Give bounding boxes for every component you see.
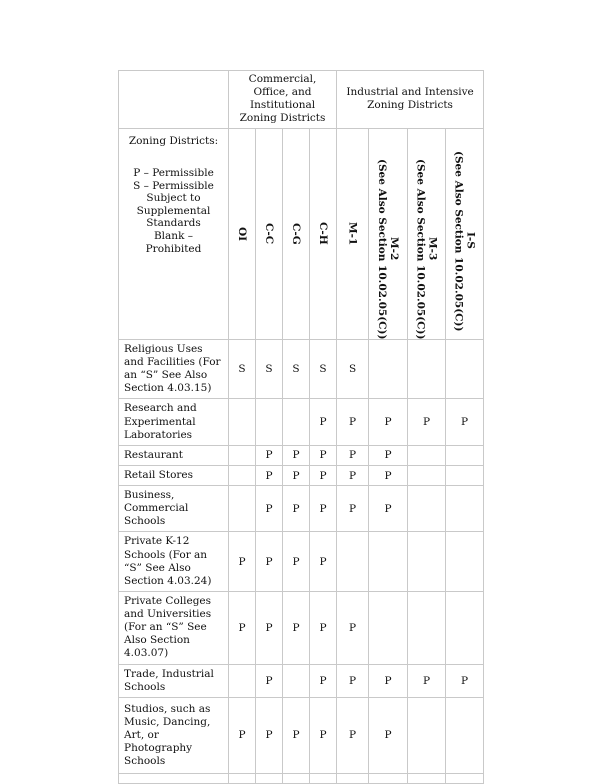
permission-cell: P: [337, 664, 369, 697]
legend-cell: [119, 128, 229, 339]
use-label: Studios, such as Music, Dancing, Art, or Photography Schools: [119, 697, 229, 773]
permission-cell: [408, 697, 446, 773]
empty-cell: [369, 773, 408, 783]
district-header-cg: [283, 128, 310, 339]
district-code: I-S: [464, 232, 477, 250]
permission-cell: P: [283, 465, 310, 485]
empty-cell: [446, 773, 484, 783]
zoning-table: [118, 70, 484, 784]
permission-cell: [229, 486, 256, 532]
permission-cell: P: [337, 486, 369, 532]
permission-cell: [229, 465, 256, 485]
district-label: [414, 159, 438, 339]
permission-cell: [446, 339, 484, 399]
permission-cell: [283, 664, 310, 697]
empty-cell: [119, 773, 229, 783]
district-header-m1: [337, 128, 369, 339]
district-code: OI: [236, 226, 249, 241]
permission-cell: P: [310, 532, 337, 592]
spacer-row: [119, 773, 484, 783]
permission-cell: [446, 697, 484, 773]
permission-cell: P: [283, 445, 310, 465]
permission-cell: [408, 445, 446, 465]
use-label: Private Colleges and Universities (For an “S” See Also Section 4.03.07): [119, 591, 229, 664]
table-row: [119, 399, 484, 445]
permission-cell: P: [256, 445, 283, 465]
permission-cell: [369, 591, 408, 664]
permission-cell: [446, 591, 484, 664]
empty-cell: [337, 773, 369, 783]
permission-cell: P: [256, 465, 283, 485]
permission-cell: P: [256, 486, 283, 532]
district-note: (See Also Section 10.02.05(C)): [376, 158, 389, 339]
permission-cell: [283, 399, 310, 445]
table-row: [119, 664, 484, 697]
table-row: [119, 591, 484, 664]
permission-cell: [337, 532, 369, 592]
permission-cell: P: [256, 591, 283, 664]
permission-cell: S: [256, 339, 283, 399]
permission-cell: [369, 532, 408, 592]
permission-cell: P: [256, 664, 283, 697]
permission-cell: P: [310, 664, 337, 697]
permission-cell: P: [310, 465, 337, 485]
permission-cell: P: [408, 399, 446, 445]
permission-cell: P: [256, 532, 283, 592]
permission-cell: P: [369, 697, 408, 773]
permission-cell: [229, 445, 256, 465]
permission-cell: P: [310, 591, 337, 664]
district-header-m2: [369, 128, 408, 339]
permission-cell: P: [337, 465, 369, 485]
district-header-oi: [229, 128, 256, 339]
table-row: [119, 339, 484, 399]
legend-title: Zoning Districts:: [128, 134, 219, 147]
permission-cell: P: [446, 664, 484, 697]
legend-permissible: P – Permissible: [133, 167, 214, 180]
district-code: M-2: [388, 237, 401, 261]
table-row: [119, 486, 484, 532]
district-label: [376, 159, 400, 339]
permission-cell: P: [310, 697, 337, 773]
district-note: (See Also Section 10.02.05(C)): [414, 158, 427, 339]
permission-cell: P: [408, 664, 446, 697]
district-header-row: [119, 128, 484, 339]
permission-cell: P: [283, 591, 310, 664]
use-label: Private K-12 Schools (For an “S” See Also Section 4.03.24): [119, 532, 229, 592]
table-row: [119, 697, 484, 773]
empty-cell: [408, 773, 446, 783]
use-label: Research and Experimental Laboratories: [119, 399, 229, 445]
group-commercial-header: Commercial, Office, and Institutional Zoning Districts: [229, 71, 337, 129]
corner-cell: [119, 71, 229, 129]
permission-cell: P: [337, 591, 369, 664]
permission-cell: [446, 486, 484, 532]
permission-cell: P: [337, 399, 369, 445]
permission-cell: S: [229, 339, 256, 399]
permission-cell: [408, 591, 446, 664]
permission-cell: [369, 339, 408, 399]
use-label: Retail Stores: [119, 465, 229, 485]
table-row: [119, 445, 484, 465]
district-code: C-G: [290, 222, 303, 245]
permission-cell: P: [369, 664, 408, 697]
use-label: Religious Uses and Facilities (For an “S” See Also Section 4.03.15): [119, 339, 229, 399]
legend-supplemental: S – Permissible Subject to Supplemental Standards: [133, 179, 214, 230]
permission-cell: P: [256, 697, 283, 773]
use-label: Trade, Industrial Schools: [119, 664, 229, 697]
table-row: [119, 465, 484, 485]
district-note: (See Also Section 10.02.05(C)): [452, 150, 465, 331]
district-header-cc: [256, 128, 283, 339]
permission-cell: [408, 465, 446, 485]
district-label: [452, 151, 476, 331]
permission-cell: P: [369, 399, 408, 445]
district-header-ch: [310, 128, 337, 339]
permission-cell: S: [310, 339, 337, 399]
permission-cell: P: [229, 591, 256, 664]
permission-cell: P: [283, 486, 310, 532]
permission-cell: P: [283, 697, 310, 773]
permission-cell: [446, 445, 484, 465]
permission-cell: [229, 664, 256, 697]
empty-cell: [310, 773, 337, 783]
permission-cell: [446, 465, 484, 485]
empty-cell: [283, 773, 310, 783]
legend-prohibited: Blank – Prohibited: [145, 230, 202, 255]
permission-cell: P: [369, 486, 408, 532]
district-code: M-3: [426, 237, 439, 261]
empty-cell: [256, 773, 283, 783]
table-body: [119, 339, 484, 783]
permission-cell: P: [337, 697, 369, 773]
group-industrial-header: Industrial and Intensive Zoning Districts: [337, 71, 484, 129]
permission-cell: [256, 399, 283, 445]
permission-cell: P: [337, 445, 369, 465]
permission-cell: P: [310, 486, 337, 532]
district-code: C-C: [263, 223, 276, 245]
district-header-is: [446, 128, 484, 339]
permission-cell: S: [337, 339, 369, 399]
permission-cell: P: [369, 465, 408, 485]
district-header-m3: [408, 128, 446, 339]
group-header-row: [119, 71, 484, 129]
district-code: C-H: [317, 222, 330, 246]
permission-cell: [408, 339, 446, 399]
permission-cell: [408, 532, 446, 592]
permission-cell: P: [369, 445, 408, 465]
table-row: [119, 532, 484, 592]
permission-cell: P: [310, 445, 337, 465]
empty-cell: [229, 773, 256, 783]
permission-cell: P: [229, 697, 256, 773]
use-label: Restaurant: [119, 445, 229, 465]
permission-cell: P: [310, 399, 337, 445]
permission-cell: P: [229, 532, 256, 592]
district-code: M-1: [346, 222, 359, 246]
permission-cell: P: [283, 532, 310, 592]
use-label: Business, Commercial Schools: [119, 486, 229, 532]
permission-cell: [446, 532, 484, 592]
permission-cell: S: [283, 339, 310, 399]
permission-cell: P: [446, 399, 484, 445]
permission-cell: [408, 486, 446, 532]
permission-cell: [229, 399, 256, 445]
